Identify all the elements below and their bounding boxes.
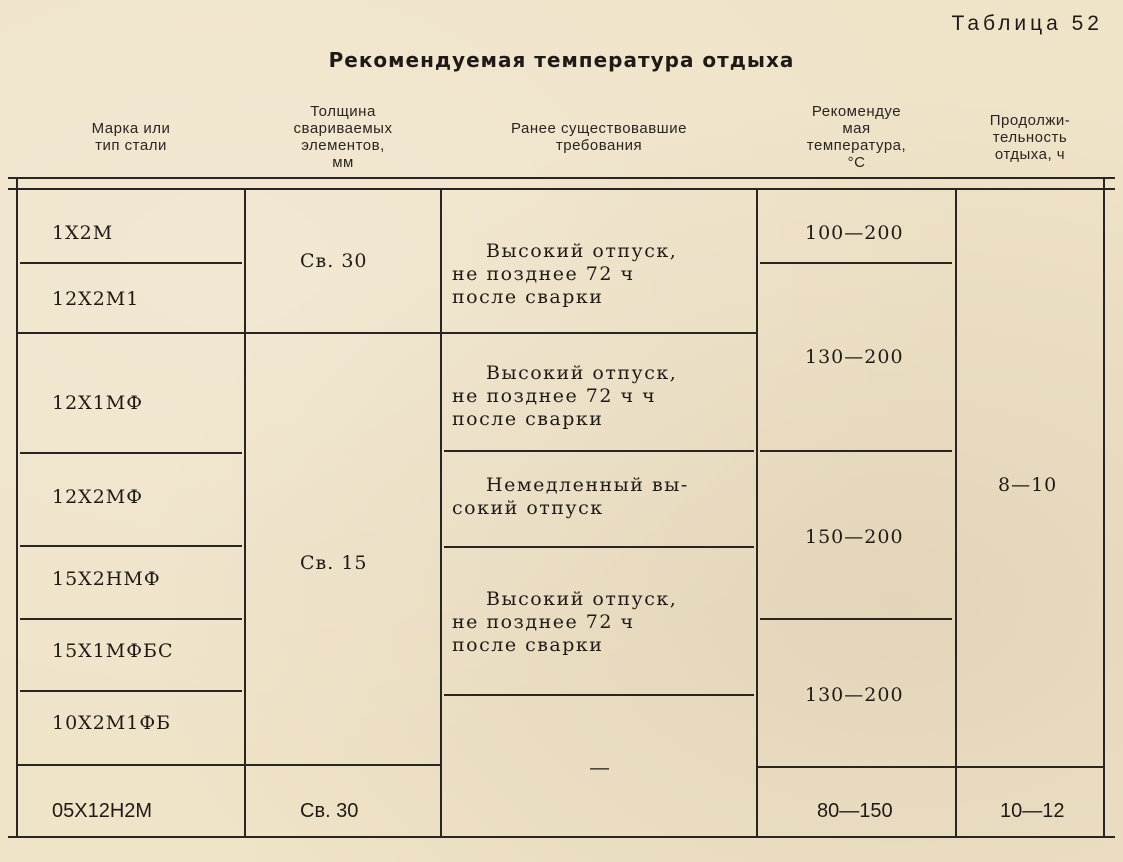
requirement-line: после сварки [452, 408, 604, 430]
requirement-line: не позднее 72 ч ч [452, 385, 657, 407]
requirement-line: Немедленный вы- [486, 474, 689, 496]
requirement-line: после сварки [452, 286, 604, 308]
col-sep-4 [955, 188, 957, 836]
header-line: Продолжи- [989, 111, 1071, 129]
requirement-cell: — [590, 758, 609, 779]
header-line: отдыха, ч [994, 145, 1066, 163]
temperature-cell: 100—200 [805, 222, 904, 244]
temp-row-sep [760, 450, 952, 452]
group3-rule-left [18, 764, 442, 766]
header-line: °С [847, 154, 866, 171]
header-line: свариваемых [293, 120, 393, 137]
header-line: температура, [806, 137, 907, 154]
steel-grade-cell: 1Х2М [52, 222, 114, 244]
temp-row-sep [760, 618, 952, 620]
requirement-line: не позднее 72 ч [452, 263, 635, 285]
requirement-line: Высокий отпуск, [486, 362, 678, 384]
header-line: требования [555, 137, 643, 154]
req-row-sep [444, 450, 754, 452]
table-bottom-rule [8, 836, 1115, 838]
temp-row-sep [760, 262, 952, 264]
header-line: Рекомендуе [811, 103, 902, 120]
table-title: Рекомендуемая температура отдыха [328, 48, 795, 72]
group1-bottom-rule [18, 332, 756, 334]
thickness-cell: Св. 30 [300, 800, 359, 822]
steel-row-sep [20, 690, 242, 692]
req-row-sep [444, 694, 754, 696]
requirement-cell [452, 474, 744, 520]
temperature-cell: 150—200 [805, 526, 904, 548]
header-cell-thickness [246, 96, 440, 178]
header-cell-steel-grade [18, 96, 244, 178]
col-sep-1 [244, 188, 246, 836]
steel-grade-cell: 12Х2МФ [52, 486, 144, 508]
req-row-sep [444, 546, 754, 548]
header-line: мм [332, 154, 354, 171]
thickness-cell: Св. 30 [300, 250, 368, 272]
steel-row-sep [20, 545, 242, 547]
thickness-cell: Св. 15 [300, 552, 368, 574]
duration-cell: 10—12 [1000, 800, 1065, 822]
steel-grade-cell: 05Х12Н2М [52, 800, 153, 822]
requirement-cell [452, 240, 744, 309]
header-cell-recommended-temperature [758, 96, 955, 178]
steel-grade-cell: 10Х2М1ФБ [52, 712, 172, 734]
steel-grade-cell: 15Х2НМФ [52, 568, 161, 590]
header-cell-rest-duration [957, 96, 1103, 178]
requirement-cell [452, 362, 744, 431]
header-line: Толщина [310, 103, 376, 120]
temperature-cell: 130—200 [805, 684, 904, 706]
header-line: тип стали [95, 137, 167, 154]
steel-grade-cell: 12Х2М1 [52, 288, 140, 310]
group3-rule-right [758, 766, 1105, 768]
requirement-line: сокий отпуск [452, 497, 604, 519]
steel-grade-cell: 15Х1МФБС [52, 640, 174, 662]
requirement-line: Высокий отпуск, [486, 588, 678, 610]
header-line: Ранее существовавшие [511, 120, 687, 137]
header-line: тельность [992, 128, 1068, 146]
header-cell-previous-requirements [442, 96, 756, 178]
duration-cell: 8—10 [998, 474, 1058, 496]
requirement-line: не позднее 72 ч [452, 611, 635, 633]
header-line: элементов, [301, 137, 385, 154]
col-sep-3 [756, 188, 758, 836]
header-line: мая [842, 120, 871, 137]
header-line: Марка или [91, 120, 171, 137]
temperature-cell: 80—150 [817, 800, 893, 822]
table-number-caption: Таблица 52 [951, 12, 1103, 35]
temperature-cell: 130—200 [805, 346, 904, 368]
requirement-line: Высокий отпуск, [486, 240, 678, 262]
steel-row-sep [20, 618, 242, 620]
requirement-line: после сварки [452, 634, 604, 656]
requirement-cell [452, 588, 744, 657]
table-right-border [1103, 178, 1105, 838]
steel-grade-cell: 12Х1МФ [52, 392, 144, 414]
table-left-border [16, 178, 18, 838]
steel-row-sep [20, 452, 242, 454]
col-sep-2 [440, 188, 442, 836]
